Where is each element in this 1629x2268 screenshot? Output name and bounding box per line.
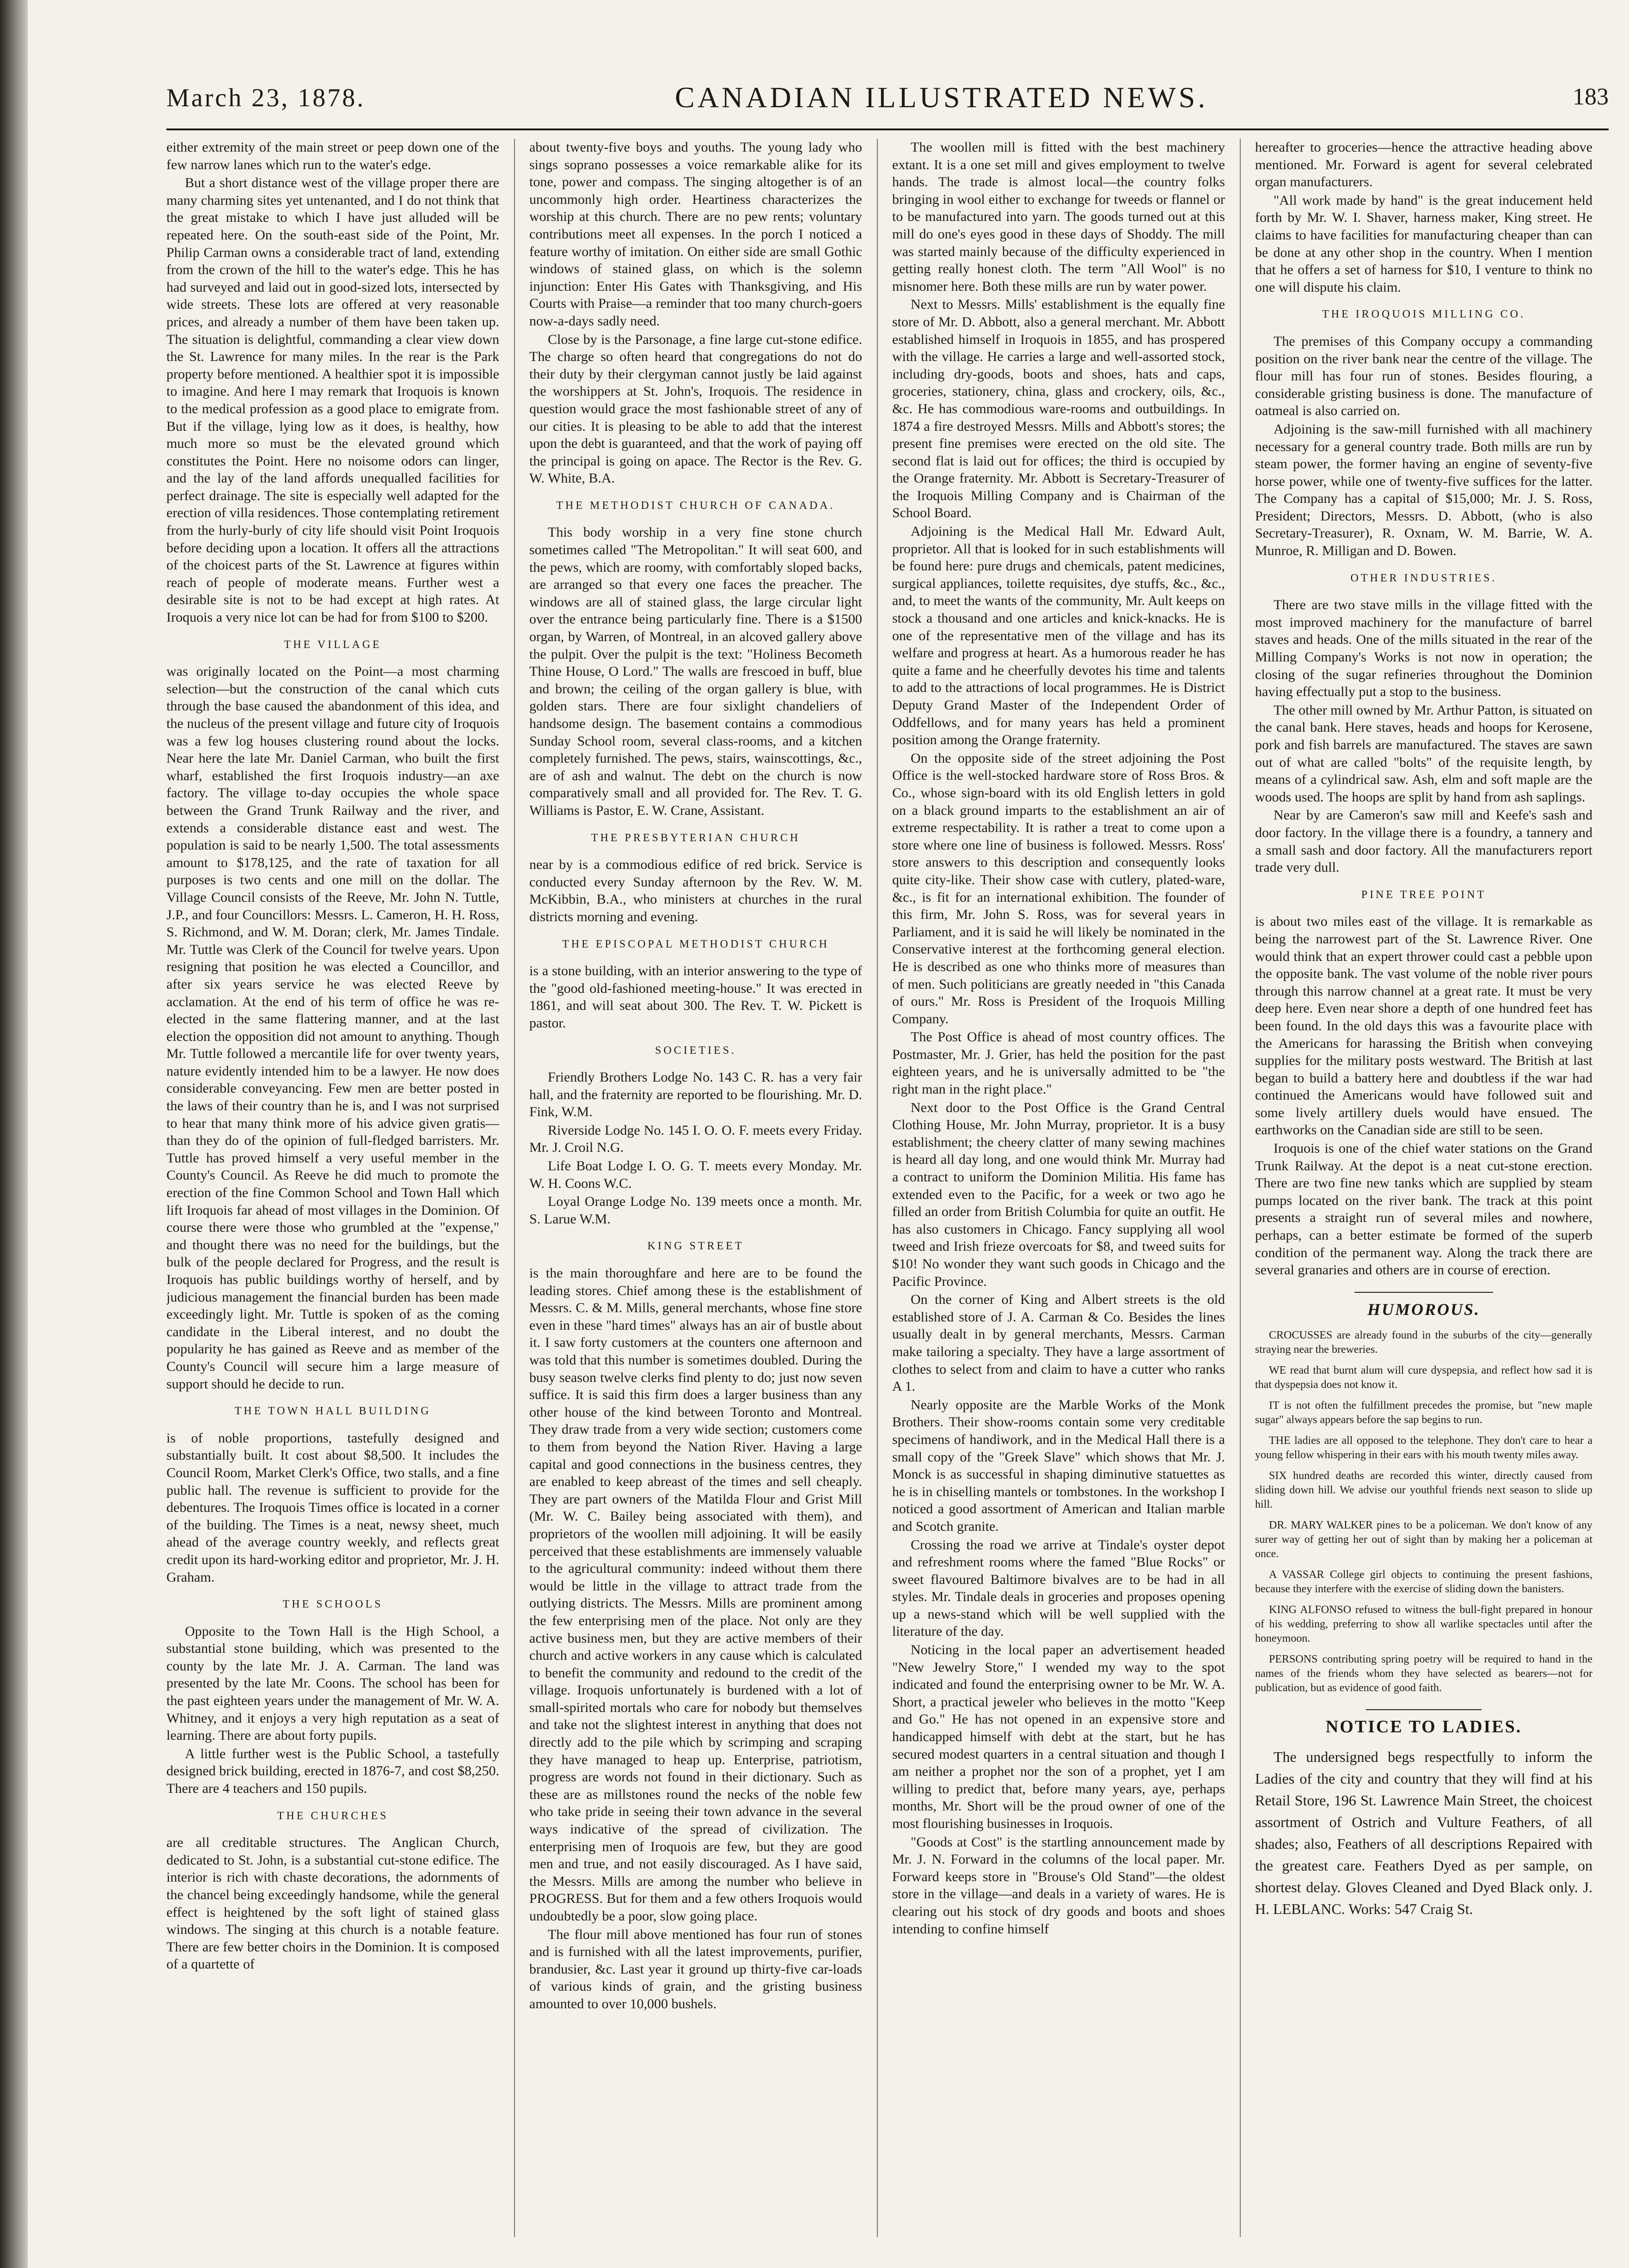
article-paragraph: The premises of this Company occupy a commanding position on the river bank near the centre of the village. The flour mill has four run of stones. Besides flouring, a considerable gristing business is done. The manufacture of oatmeal is also carried on. [1255, 333, 1592, 419]
article-paragraph: Loyal Orange Lodge No. 139 meets once a month. Mr. S. Larue W.M. [529, 1194, 862, 1227]
section-heading: SOCIETIES. [655, 1044, 736, 1057]
article-paragraph: Crossing the road we arrive at Tindale's oyster depot and refreshment rooms where the famed "Blue Rocks" or sweet flavoured Baltimore bivalves are to be had in all styles. Mr. Tindale deals in groceries and proposes opening up a news-stand which will be well supplied with the literature of the day. [892, 1537, 1225, 1639]
humorous-item: IT is not often the fulfillment precedes the promise, but "new maple sugar" always appears before the sap begins to run. [1255, 1400, 1592, 1426]
article-paragraph: "Goods at Cost" is the startling announcement made by Mr. J. N. Forward in the columns of the local paper. Mr. Forward keeps store in "Brouse's Old Stand"—the oldest store in the village—and deals in a variety of wares. He is clearing out his stock of dry goods and boots and shoes intending to confine himself [892, 1834, 1225, 1937]
humorous-item: DR. MARY WALKER pines to be a policeman. We don't know of any surer way of getting her out of sight than by making her a policeman at once. [1255, 1519, 1592, 1560]
article-paragraph: There are two stave mills in the village fitted with the most improved machinery for the manufacture of barrel staves and heads. One of the mills situated in the rear of the Milling Company's Works is not now in operation; the closing of the sugar refineries throughout the Dominion having effectually put a stop to the business. [1255, 597, 1592, 700]
article-paragraph: Adjoining is the Medical Hall Mr. Edward Ault, proprietor. All that is looked for in such establishments will be found here: pure drugs and chemicals, patent medicines, surgical appliances, toilette requisites, dye stuffs, &c., &c., and, to meet the wants of the community, Mr. Ault keeps on stock a thousand and one articles and knick-knacks. He is one of the representative men of the village and has its welfare and progress at heart. As a humorous reader he has quite a fame and he cheerfully devotes his time and talents to add to the attractions of local programmes. He is District Deputy Grand Master of the Independent Order of Oddfellows, and for many years has held a prominent position among the Orange fraternity. [892, 524, 1225, 748]
article-paragraph: hereafter to groceries—hence the attractive heading above mentioned. Mr. Forward is agent for several celebrated organ manufacturers. [1255, 140, 1592, 190]
newspaper-title: CANADIAN ILLUSTRATED NEWS. [675, 81, 1208, 114]
notice-advertisement [1255, 1709, 1592, 1920]
article-paragraph: Riverside Lodge No. 145 I. O. O. F. meets every Friday. Mr. J. Croil N.G. [529, 1122, 862, 1155]
article-paragraph: Noticing in the local paper an advertisement headed "New Jewelry Store," I wended my way to the spot indicated and found the enterprising owner to be Mr. W. A. Short, a practical jeweler who believes in the motto "Keep and Go." He has not opened in an expensive store and handicapped himself with debt at the start, but he has secured modest quarters in a central situation and though I am neither a prophet nor the son of a prophet, yet I am willing to predict that, before many years, aye, perhaps months, Mr. Short will be the proud owner of one of the most flourishing businesses in Iroquois. [892, 1642, 1225, 1831]
notice-text: The undersigned begs respectfully to inform the Ladies of the city and country that they will find at his Retail Store, 196 St. Lawrence Main Street, the choicest assortment of Ostrich and Vulture Feathers, of all shades; also, Feathers of all descriptions Repaired with the greatest care. Feathers Dyed as per sample, on shortest delay. Gloves Cleaned and Dyed Black only. J. H. LEBLANC. Works: 547 Craig St. [1255, 1748, 1592, 1917]
article-paragraph: Close by is the Parsonage, a fine large cut-stone edifice. The charge so often heard that congregations do not do their duty by their clergyman cannot justly be laid against the worshippers at St. John's, Iroquois. The residence in question would grace the most fashionable street of any of our cities. It is pleasing to be able to add that the interest upon the debt is guaranteed, and that the work of paying off the principal is going on apace. The Rector is the Rev. G. W. White, B.A. [529, 331, 862, 486]
article-paragraph: near by is a commodious edifice of red brick. Service is conducted every Sunday afternoon by the Rev. W. M. McKibbin, B.A., who ministers at churches in the rural districts morning and evening. [529, 857, 862, 924]
humorous-item: PERSONS contributing spring poetry will be required to hand in the names of the friends whom they have selected as bearers—not for publication, but as evidence of good faith. [1255, 1653, 1592, 1694]
masthead-rule [166, 128, 1609, 130]
column-divider [877, 139, 878, 2237]
humorous-items [1255, 1328, 1592, 1695]
article-paragraph: "All work made by hand" is the great inducement held forth by Mr. W. I. Shaver, harness maker, King street. He claims to have facilities for manufacturing cheaper than can be done at any other shop in the country. When I mention that he offers a set of harness for $10, I venture to think no one will dispute his claim. [1255, 192, 1592, 295]
section-heading: THE METHODIST CHURCH OF CANADA. [556, 499, 835, 512]
article-paragraph: This body worship in a very fine stone church sometimes called "The Metropolitan." It will seat 600, and the pews, which are roomy, with comfortably sloped backs, are arranged so that every one faces the preacher. The windows are all of stained glass, the large circular light over the entrance being particularly fine. There is a $1500 organ, by Warren, of Montreal, in an alcoved gallery above the pulpit. Over the pulpit is the text: "Holiness Becometh Thine House, O Lord." The walls are frescoed in buff, blue and brown; the ceiling of the organ gallery is blue, with golden stars. There are four sixlight chandeliers of handsome design. The basement contains a commodious Sunday School room, several class-rooms, and a kitchen completely furnished. The pews, stairs, wainscottings, &c., are of ash and walnut. The debt on the church is now comparatively small and all provided for. The Rev. T. G. Williams is Pastor, E. W. Crane, Assistant. [529, 525, 862, 818]
article-paragraph: Next to Messrs. Mills' establishment is the equally fine store of Mr. D. Abbott, also a general merchant. Mr. Abbott established himself in Iroquois in 1855, and has prospered with the village. He carries a large and well-assorted stock, including dry-goods, boots and shoes, hats and caps, groceries, stationery, china, glass and crockery, oils, &c., &c. He has commodious ware-rooms and outbuildings. In 1874 a fire destroyed Messrs. Mills and Abbott's stores; the present fine premises were erected on the old site. The second flat is laid out for offices; the third is occupied by the Orange fraternity. Mr. Abbott is Secretary-Treasurer of the Iroquois Milling Company and is Chairman of the School Board. [892, 297, 1225, 521]
page-number: 183 [1573, 84, 1609, 110]
issue-date: March 23, 1878. [166, 84, 366, 112]
humorous-item: SIX hundred deaths are recorded this winter, directly caused from sliding down hill. We advise our youthful friends next season to slide up hill. [1255, 1470, 1592, 1511]
humorous-item: A VASSAR College girl objects to continuing the present fashions, because they interfere with the exercise of sliding down the banisters. [1255, 1569, 1592, 1596]
column-divider [1240, 139, 1241, 2237]
section-heading: THE PRESBYTERIAN CHURCH [591, 831, 801, 844]
article-paragraph: On the corner of King and Albert streets is the old established store of J. A. Carman & Co. Besides the lines usually dealt in by general merchants, Messrs. Carman make tailoring a specialty. They have a large assortment of clothes to select from and claim to have a cutter who ranks A 1. [892, 1292, 1225, 1394]
section-heading: THE SCHOOLS [282, 1598, 383, 1611]
article-paragraph: is of noble proportions, tastefully designed and substantially built. It cost about $8,500. It includes the Council Room, Market Clerk's Office, two stalls, and a fine public hall. The revenue is sufficient to provide for the debentures. The Iroquois Times office is located in a corner of the building. The Times is a neat, newsy sheet, much ahead of the average country weekly, and reflects great credit upon its hard-working editor and proprietor, Mr. J. H. Graham. [166, 1430, 499, 1585]
humorous-item: CROCUSSES are already found in the suburbs of the city—generally straying near the breweries. [1255, 1329, 1592, 1356]
section-heading: PINE TREE POINT [1361, 888, 1487, 901]
humorous-item: THE ladies are all opposed to the telephone. They don't care to hear a young fellow whispering in their ears with his mouth twenty miles away. [1255, 1435, 1592, 1461]
column-2 [529, 139, 862, 2237]
humorous-item: KING ALFONSO refused to witness the bull-fight prepared in honour of his wedding, preferring to show all warlike spectacles until after the honeymoon. [1255, 1604, 1592, 1645]
article-paragraph: Iroquois is one of the chief water stations on the Grand Trunk Railway. At the depot is a neat cut-stone erection. There are two fine new tanks which are supplied by steam pumps located on the river bank. The track at this point presents a straight run of several miles and nowhere, perhaps, can a better estimate be formed of the superb condition of the permanent way. Along the track there are several granaries and others are in course of erection. [1255, 1141, 1592, 1278]
article-paragraph: either extremity of the main street or peep down one of the few narrow lanes which run to the water's edge. [166, 140, 499, 172]
column-4 [1255, 139, 1592, 2237]
section-heading: OTHER INDUSTRIES. [1350, 572, 1497, 584]
article-paragraph: is the main thoroughfare and here are to be found the leading stores. Chief among these is the establishment of Messrs. C. & M. Mills, general merchants, whose fine store even in these "hard times" always has an air of bustle about it. I saw forty customers at the counters one afternoon and was told that this number is sometimes doubled. During the busy season twelve clerks find plenty to do; just now seven suffice. It is said this firm does a larger business than any other house of the kind between Toronto and Montreal. They draw trade from a very wide section; customers come to them from beyond the Nation River. Having a large capital and good connections in the business centres, they are enabled to keep abreast of the times and sell cheaply. They are part owners of the Matilda Flour and Grist Mill (Mr. W. C. Bailey being associated with them), and proprietors of the woollen mill adjoining. It will be easily perceived that these establishments are immensely valuable to the agricultural community: indeed without them there would be little in the village to attract trade from the outlying districts. The Messrs. Mills are prominent among the few enterprising men of the place. Not only are they active business men, but they are active members of their church and active workers in any cause which is calculated to benefit the community and redound to the credit of the village. Iroquois unfortunately is burdened with a lot of small-spirited mortals who care for nobody but themselves and take not the slightest interest in anything that does not directly add to the pile which by scrimping and scraping they have managed to heap up. Enterprise, patriotism, progress are words not found in their dictionary. Such as these are as millstones round the necks of the noble few who take pride in seeing their town advance in the several ways indicative of the spread of civilization. The enterprising men of Iroquois are few, but they are good men and true, and not easily discouraged. As I have said, the Messrs. Mills are among the number who believe in PROGRESS. But for them and a few others Iroquois would undoubtedly be a poor, slow going place. [529, 1265, 862, 1924]
section-heading: THE VILLAGE [284, 638, 382, 651]
article-paragraph: is about two miles east of the village. It is remarkable as being the narrowest part of the St. Lawrence River. One would think that an expert thrower could cast a pebble upon the opposite bank. The vast volume of the noble river pours through this narrow channel at a great rate. It must be very deep here. Even near shore a depth of one hundred feet has been found. In the old days this was a favourite place with the Americans for harassing the British when conveying supplies for the military posts westward. The British at last began to build a battery here and doubtless if the war had continued the Americans would have followed suit and some lively artillery duels would have ensued. The earthworks on the Canadian side are still to be seen. [1255, 914, 1592, 1138]
section-heading: THE EPISCOPAL METHODIST CHURCH [562, 938, 829, 950]
section-heading: THE TOWN HALL BUILDING [234, 1405, 431, 1418]
article-paragraph: The woollen mill is fitted with the best machinery extant. It is a one set mill and gives employment to twelve hands. The trade is almost local—the country folks bringing in wool either to exchange for tweeds or flannel or to be manufactured into yarn. The goods turned out at this mill do one's eyes good in these days of Shoddy. The mill was started mainly because of the difficulty experienced in getting really honest cloth. The term "All Wool" is no misnomer here. Both these mills are run by water power. [892, 140, 1225, 294]
article-paragraph: is a stone building, with an interior answering to the type of the "good old-fashioned meeting-house." It was erected in 1861, and will seat about 300. The Rev. T. W. Pickett is pastor. [529, 963, 862, 1031]
article-paragraph: The other mill owned by Mr. Arthur Patton, is situated on the canal bank. Here staves, heads and hoops for Kerosene, pork and fish barrels are manufactured. The staves are sawn out of what are called "bolts" of the requisite length, by means of a cylindrical saw. Ash, elm and soft maple are the woods used. The hoops are split by hand from ash saplings. [1255, 702, 1592, 805]
notice-heading: NOTICE TO LADIES. [1255, 1709, 1592, 1736]
humorous-heading: HUMOROUS. [1255, 1292, 1592, 1319]
article-paragraph: Next door to the Post Office is the Grand Central Clothing House, Mr. John Murray, proprietor. It is a busy establishment; the cheery clatter of many sewing machines is heard all day long, and one would think Mr. Murray had a contract to uniform the Dominion Militia. His fame has extended even to the Pacific, for a week or two ago he filled an order from British Columbia for quite an outfit. He has also customers in Chicago. Fancy supplying all wool tweed and Irish frieze overcoats for $8, and tweed suits for $10! No wonder they want such goods in Chicago and the Pacific Province. [892, 1100, 1225, 1289]
humorous-section [1255, 1292, 1592, 1696]
column-4-articles [1255, 139, 1592, 1279]
article-paragraph: about twenty-five boys and youths. The young lady who sings soprano possesses a voice remarkable alike for its tone, power and compass. The singing altogether is of an uncommonly high order. Heartiness characterizes the worship at this church. There are no pew rents; voluntary contributions meet all expenses. In the porch I noticed a feature worthy of imitation. On either side are small Gothic windows of stained glass, on which is the solemn injunction: Enter His Gates with Thanksgiving, and His Courts with Praise—a reminder that too many church-goers now-a-days sadly need. [529, 140, 862, 329]
article-paragraph: Adjoining is the saw-mill furnished with all machinery necessary for a general country trade. Both mills are run by steam power, the former having an engine of seventy-five horse power, while one of twenty-five suffices for the latter. The Company has a capital of $15,000; Mr. J. S. Ross, President; Directors, Messrs. D. Abbott, (who is also Secretary-Treasurer), R. Oxnam, W. M. Barrie, W. A. Munroe, R. Milligan and D. Bowen. [1255, 421, 1592, 559]
article-paragraph: Opposite to the Town Hall is the High School, a substantial stone building, which was presented to the county by the late Mr. J. A. Carman. The land was presented by the late Mr. Coons. The school has been for the past eighteen years under the management of Mr. W. A. Whitney, and it enjoys a very high reputation as a seat of learning. There are about forty pupils. [166, 1623, 499, 1743]
article-paragraph: The flour mill above mentioned has four run of stones and is furnished with all the latest improvements, purifier, brandusier, &c. Last year it ground up thirty-five car-loads of various kinds of grain, and the gristing business amounted to over 10,000 bushels. [529, 1926, 862, 2011]
article-paragraph: Nearly opposite are the Marble Works of the Monk Brothers. Their show-rooms contain some very creditable specimens of handiwork, and in the Medical Hall there is a small copy of the "Greek Slave" which shows that Mr. J. Monck is as successful in shaping diminutive statuettes as he is in chiselling mantels or tombstones. In the workshop I noticed a good assortment of American and Italian marble and Scotch granite. [892, 1397, 1225, 1534]
article-paragraph: On the opposite side of the street adjoining the Post Office is the well-stocked hardware store of Ross Bros. & Co., whose sign-board with its old English letters in gold on a black ground imparts to the establishment an air of extreme respectability. It is rather a treat to come upon a store where one line of business is followed. Messrs. Ross' store answers to this description and consequently looks quite city-like. Their show case with cutlery, plated-ware, &c., is fit for an international exhibition. The founder of this firm, Mr. John S. Ross, was for several years in Parliament, and it is said he will likely be nominated in the Conservative interest at the forthcoming general election. He is described as one who thinks more of measures than of men. Such politicians are greatly needed in "this Canada of ours." Mr. Ross is President of the Iroquois Milling Company. [892, 750, 1225, 1027]
article-paragraph: Friendly Brothers Lodge No. 143 C. R. has a very fair hall, and the fraternity are reported to be flourishing. Mr. D. Fink, W.M. [529, 1070, 862, 1120]
section-heading: THE IROQUOIS MILLING CO. [1322, 308, 1525, 321]
column-3 [892, 139, 1225, 2237]
article-paragraph: The Post Office is ahead of most country offices. The Postmaster, Mr. J. Grier, has held the position for the past eighteen years, and he is universally admitted to be "the right man in the right place." [892, 1029, 1225, 1097]
page-binding-edge [0, 0, 28, 2268]
column-divider [514, 139, 515, 2237]
article-paragraph: was originally located on the Point—a most charming selection—but the construction of the canal which cuts through the base caused the abandonment of this idea, and the nucleus of the present village and future city of Iroquois was a few log houses clustering round about the locks. Near here the late Mr. Daniel Carman, who built the first wharf, established the first Iroquois industry—an axe factory. The village to-day occupies the whole space between the Grand Trunk Railway and the river, and extends a considerable distance east and west. The population is said to be nearly 1,500. The total assessments amount to $178,125, and the rate of taxation for all purposes is two cents and one mill on the dollar. The Village Council consists of the Reeve, Mr. John N. Tuttle, J.P., and four Councillors: Messrs. L. Cameron, H. H. Ross, S. Richmond, and W. M. Doran; clerk, Mr. James Tindale. Mr. Tuttle was Clerk of the Council for twelve years. Upon resigning that position he was elected a Councillor, and after six years service he was elected Reeve by acclamation. At the end of his term of office he was re-elected in the same flattering manner, and at the last election the opposition did not amount to anything. Though Mr. Tuttle followed a mercantile life for over twenty years, nature evidently intended him to be a lawyer. He now does considerable conveyancing. Few men are better posted in the laws of their country than he is, and I was not surprised to hear that many think more of his advice given gratis—than they do of the opinion of full-fledged barristers. Mr. Tuttle has proved himself a very useful member in the County's Council. As Reeve he did much to promote the erection of the fine Common School and Town Hall which lift Iroquois far ahead of most villages in the Dominion. Of course there were those who grumbled at the "expense," and thought there was no need for the buildings, but the bulk of the people declared for Progress, and the result is Iroquois has public buildings worthy of herself, and by judicious management the financial burden has been made exceedingly light. Mr. Tuttle is spoken of as the coming candidate in the Liberal interest, and no doubt the popularity he has gained as Reeve and as member of the County's Council will secure him a large measure of support should he decide to run. [166, 664, 499, 1392]
masthead [166, 79, 1609, 134]
section-heading: KING STREET [647, 1240, 744, 1253]
column-1 [166, 139, 499, 2237]
section-heading: THE CHURCHES [277, 1810, 389, 1822]
article-paragraph: Near by are Cameron's saw mill and Keefe's sash and door factory. In the village there is a foundry, a tannery and a small sash and door factory. All the manufacturers report trade very dull. [1255, 807, 1592, 875]
article-paragraph: A little further west is the Public School, a tastefully designed brick building, erected in 1876-7, and cost $8,250. There are 4 teachers and 150 pupils. [166, 1746, 499, 1797]
article-paragraph: But a short distance west of the village proper there are many charming sites yet untenanted, and I do not think that the great mistake to which I have just alluded will be repeated here. On the south-east side of the Point, Mr. Philip Carman owns a considerable tract of land, extending from the crown of the hill to the water's edge. This he has had surveyed and laid out in good-sized lots, intersected by wide streets. These lots are offered at very reasonable prices, and already a number of them have been taken up. The situation is delightful, commanding a clear view down the St. Lawrence for many miles. In the rear is the Park property before mentioned. A healthier spot it is impossible to imagine. And here I may remark that Iroquois is known to the medical profession as a good place to emigrate from. But if the village, lying low as it does, is healthy, how much more so must be the elevated ground which constitutes the Point. Here no noisome odors can linger, and the lay of the land affords unequalled facilities for perfect drainage. The site is especially well adapted for the erection of villa residences. Those contemplating retirement from the hurly-burly of city life should visit Point Iroquois before deciding upon a location. It offers all the attractions of the choicest parts of the St. Lawrence at figures within reach of people of moderate means. Further west a desirable site is not to be had except at high rates. At Iroquois a very nice lot can be had for from $100 to $200. [166, 175, 499, 625]
humorous-item: WE read that burnt alum will cure dyspepsia, and reflect how sad it is that dyspepsia does not know it. [1255, 1364, 1592, 1391]
article-paragraph: are all creditable structures. The Anglican Church, dedicated to St. John, is a substantial cut-stone edifice. The interior is rich with chaste decorations, the adornments of the chancel being exceedingly handsome, while the general effect is heightened by the soft light of stained glass windows. The singing at this church is a notable feature. There are few better choirs in the Dominion. It is composed of a quartette of [166, 1835, 499, 1972]
article-paragraph: Life Boat Lodge I. O. G. T. meets every Monday. Mr. W. H. Coons W.C. [529, 1158, 862, 1191]
